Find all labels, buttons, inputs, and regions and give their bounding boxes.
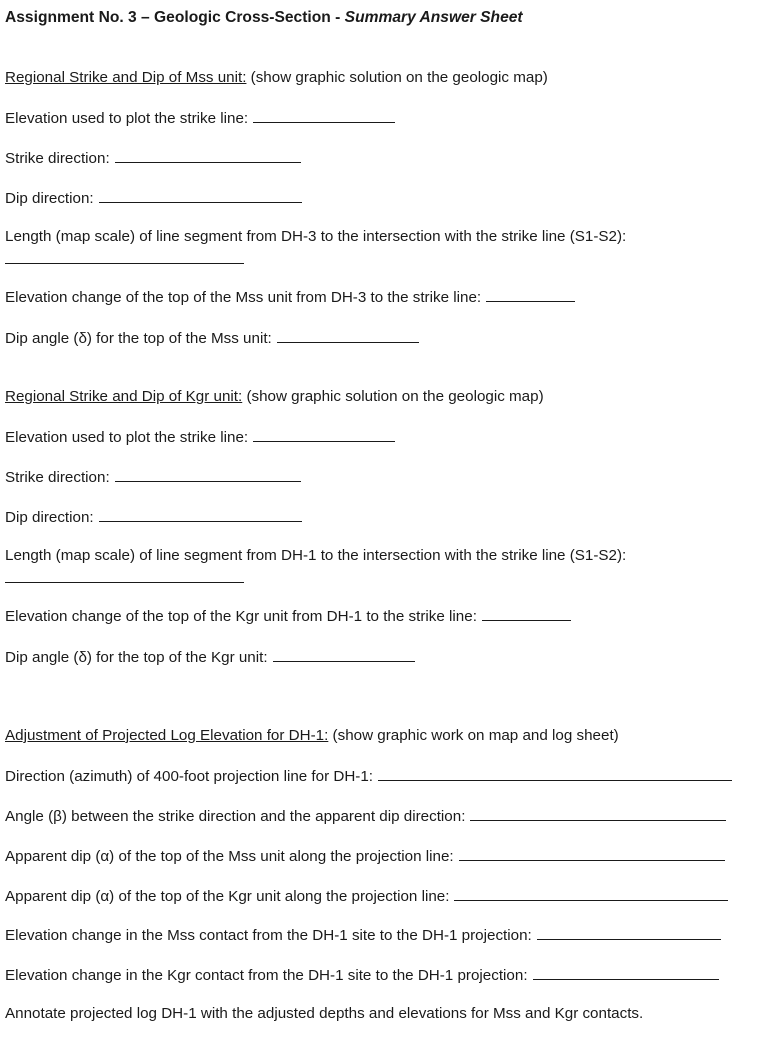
mss-elev-change-row	[5, 287, 575, 307]
mss-strike-label: Strike direction:	[5, 150, 110, 167]
mss-elev-change-answer-field[interactable]	[486, 287, 575, 302]
kgr-dip-angle-label: Dip angle (δ) for the top of the Kgr unit:	[5, 649, 268, 666]
title-italic: Summary Answer Sheet	[344, 9, 523, 26]
adjust-elev-mss-answer-field[interactable]	[537, 925, 721, 940]
mss-section-heading	[5, 69, 548, 87]
adjust-elev-kgr-row	[5, 965, 719, 985]
adjust-elev-mss-row	[5, 925, 721, 945]
kgr-strike-label: Strike direction:	[5, 469, 110, 486]
adjust-azimuth-answer-field[interactable]	[378, 766, 732, 781]
page-title	[5, 9, 523, 27]
mss-elevation-answer-field[interactable]	[253, 108, 395, 123]
adjust-alpha-kgr-answer-field[interactable]	[454, 886, 728, 901]
adjust-beta-row	[5, 806, 726, 826]
mss-length-label: Length (map scale) of line segment from DH-3 to the intersection with the strike line (S1-S2):	[5, 228, 627, 245]
mss-elevation-row	[5, 108, 395, 128]
mss-heading: Regional Strike and Dip of Mss unit:	[5, 69, 247, 86]
mss-elev-change-label: Elevation change of the top of the Mss unit from DH-3 to the strike line:	[5, 289, 482, 306]
adjust-elev-kgr-answer-field[interactable]	[533, 965, 719, 980]
kgr-dip-direction-answer-field[interactable]	[99, 507, 302, 522]
adjust-elev-mss-label: Elevation change in the Mss contact from the DH-1 site to the DH-1 projection:	[5, 927, 532, 944]
kgr-strike-row	[5, 467, 301, 487]
kgr-dip-angle-row	[5, 647, 415, 667]
mss-dip-angle-row	[5, 328, 419, 348]
kgr-elev-change-answer-field[interactable]	[482, 606, 571, 621]
kgr-dip-direction-row	[5, 507, 302, 527]
mss-length-answer-field[interactable]	[5, 263, 244, 264]
adjust-alpha-kgr-row	[5, 886, 728, 906]
adjust-beta-label: Angle (β) between the strike direction and the apparent dip direction:	[5, 808, 466, 825]
kgr-section-heading	[5, 388, 544, 406]
kgr-elevation-row	[5, 427, 395, 447]
kgr-heading: Regional Strike and Dip of Kgr unit:	[5, 388, 243, 405]
mss-dip-direction-label: Dip direction:	[5, 190, 94, 207]
title-main: Assignment No. 3 – Geologic Cross-Section -	[5, 9, 345, 26]
kgr-elevation-label: Elevation used to plot the strike line:	[5, 429, 249, 446]
adjust-annotate-instruction: Annotate projected log DH-1 with the adjusted depths and elevations for Mss and Kgr contacts.	[5, 1005, 644, 1022]
adjust-azimuth-row	[5, 766, 732, 786]
kgr-elev-change-label: Elevation change of the top of the Kgr unit from DH-1 to the strike line:	[5, 608, 477, 625]
adjust-alpha-mss-answer-field[interactable]	[459, 846, 725, 861]
adjust-heading: Adjustment of Projected Log Elevation for DH-1:	[5, 727, 329, 744]
kgr-length-label: Length (map scale) of line segment from DH-1 to the intersection with the strike line (S1-S2):	[5, 547, 627, 564]
mss-strike-row	[5, 148, 301, 168]
kgr-dip-angle-answer-field[interactable]	[273, 647, 415, 662]
kgr-elevation-answer-field[interactable]	[253, 427, 395, 442]
mss-dip-angle-answer-field[interactable]	[277, 328, 419, 343]
adjust-alpha-mss-label: Apparent dip (α) of the top of the Mss unit along the projection line:	[5, 848, 454, 865]
mss-dip-angle-label: Dip angle (δ) for the top of the Mss unit:	[5, 330, 272, 347]
adjust-elev-kgr-label: Elevation change in the Kgr contact from the DH-1 site to the DH-1 projection:	[5, 967, 528, 984]
kgr-elev-change-row	[5, 606, 571, 626]
adjust-heading-note: (show graphic work on map and log sheet)	[328, 727, 619, 744]
mss-strike-answer-field[interactable]	[115, 148, 301, 163]
adjust-alpha-mss-row	[5, 846, 725, 866]
adjust-alpha-kgr-label: Apparent dip (α) of the top of the Kgr unit along the projection line:	[5, 888, 450, 905]
kgr-dip-direction-label: Dip direction:	[5, 509, 94, 526]
mss-dip-direction-answer-field[interactable]	[99, 188, 302, 203]
kgr-heading-note: (show graphic solution on the geologic map)	[242, 388, 544, 405]
adjust-section-heading	[5, 727, 619, 745]
adjust-azimuth-label: Direction (azimuth) of 400-foot projection line for DH-1:	[5, 768, 374, 785]
kgr-length-answer-field[interactable]	[5, 582, 244, 583]
kgr-strike-answer-field[interactable]	[115, 467, 301, 482]
adjust-beta-answer-field[interactable]	[470, 806, 726, 821]
mss-heading-note: (show graphic solution on the geologic map)	[246, 69, 548, 86]
mss-elevation-label: Elevation used to plot the strike line:	[5, 110, 249, 127]
mss-dip-direction-row	[5, 188, 302, 208]
